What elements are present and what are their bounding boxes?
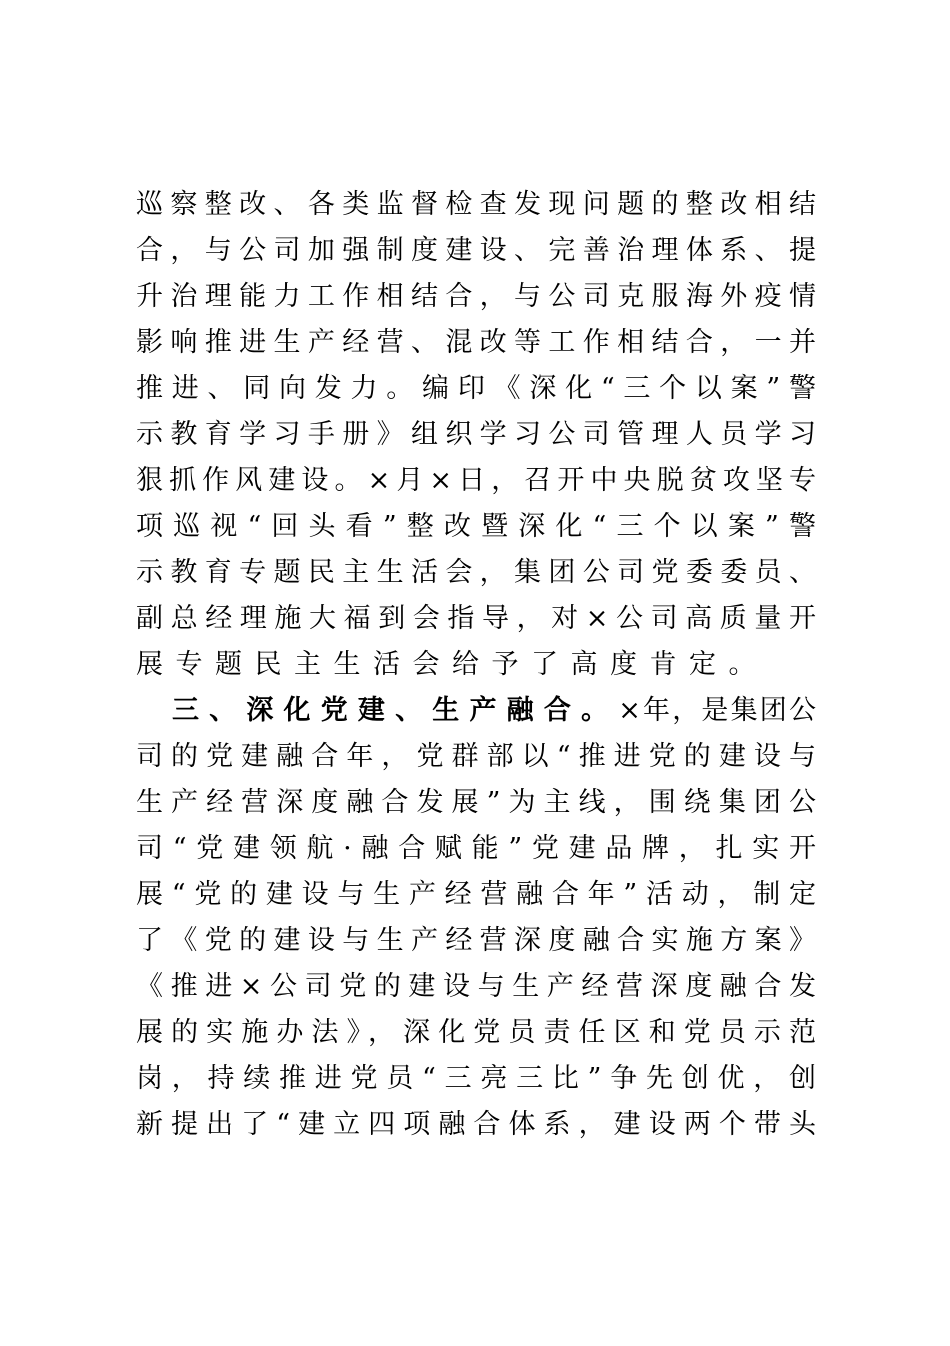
- text-line: 巡察整改、各类监督检查发现问题的整改相结: [136, 189, 816, 220]
- text-line: 了《党的建设与生产经营深度融合实施方案》: [136, 925, 816, 956]
- text-line: 副总经理施大福到会指导，对×公司高质量开: [136, 603, 816, 634]
- text-line: 示教育专题民主生活会，集团公司党委委员、: [136, 557, 816, 588]
- text-line: 生产经营深度融合发展”为主线，围绕集团公: [136, 787, 816, 818]
- text-line: 司“党建领航·融合赋能”党建品牌，扎实开: [136, 833, 816, 864]
- document-body: [136, 182, 816, 1148]
- text-line: 展的实施办法》，深化党员责任区和党员示范: [136, 1017, 816, 1048]
- section-heading: 三、深化党建、生产融合。: [172, 695, 619, 726]
- text-line: 示教育学习手册》组织学习公司管理人员学习: [136, 419, 816, 450]
- text-line: 升治理能力工作相结合，与公司克服海外疫情: [136, 281, 816, 312]
- text-line: 影响推进生产经营、混改等工作相结合，一并: [136, 327, 816, 358]
- section-heading-line: [136, 688, 816, 734]
- text-line: 推进、同向发力。编印《深化“三个以案”警: [136, 373, 816, 404]
- text-line: 项巡视“回头看”整改暨深化“三个以案”警: [136, 511, 816, 542]
- text-line: 狠抓作风建设。×月×日，召开中央脱贫攻坚专: [136, 465, 816, 496]
- text-line: 新提出了“建立四项融合体系，建设两个带头: [136, 1109, 816, 1140]
- text-span: ×年，是集团公: [618, 695, 816, 726]
- text-line: 展“党的建设与生产经营融合年”活动，制定: [136, 879, 816, 910]
- text-line: 岗，持续推进党员“三亮三比”争先创优，创: [136, 1063, 816, 1094]
- text-line: 合，与公司加强制度建设、完善治理体系、提: [136, 235, 816, 266]
- text-line: 司的党建融合年，党群部以“推进党的建设与: [136, 741, 816, 772]
- text-line: 《推进×公司党的建设与生产经营深度融合发: [136, 971, 816, 1002]
- text-line: 展专题民主生活会给予了高度肯定。: [136, 649, 768, 680]
